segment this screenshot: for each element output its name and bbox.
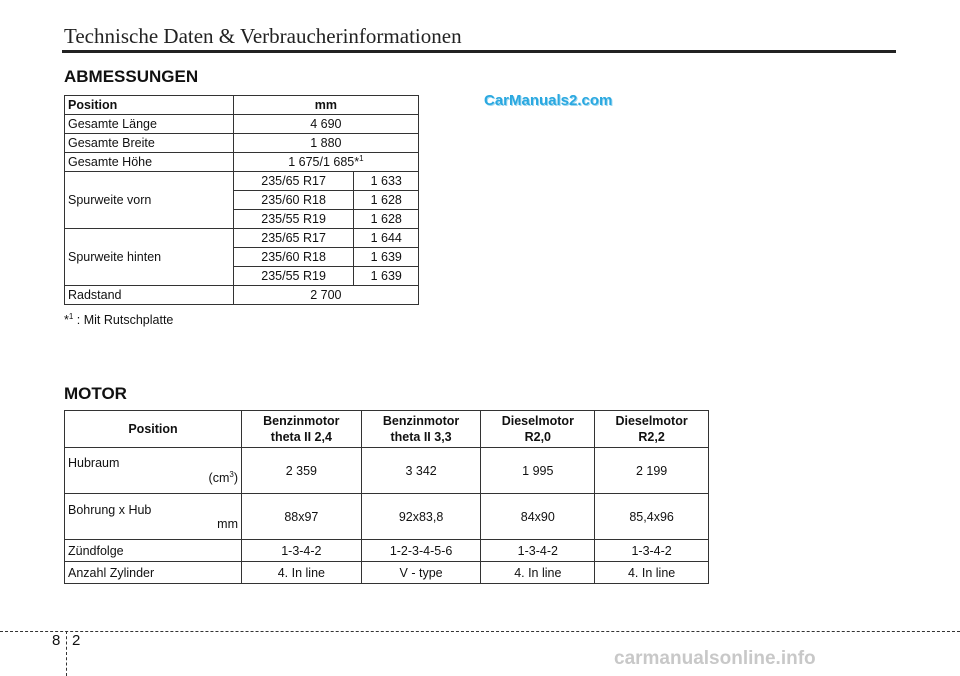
motor-header-col: Dieselmotor R2,2 xyxy=(595,411,709,448)
motor-cell: 1-3-4-2 xyxy=(242,540,362,562)
motor-header-position: Position xyxy=(65,411,242,448)
motor-cell: 84x90 xyxy=(481,494,595,540)
row-value: 2 700 xyxy=(233,286,418,305)
row-label: Spurweite hinten xyxy=(65,229,234,286)
tire-size: 235/55 R19 xyxy=(233,267,354,286)
footnote: *$^1$ : Mit Rutschplatte xyxy=(64,312,174,328)
section-title-motor: MOTOR xyxy=(64,384,127,403)
page-number: 2 xyxy=(72,632,81,649)
row-label: Gesamte Höhe xyxy=(65,153,234,172)
row-value: 1 644 xyxy=(354,229,419,248)
tire-size: 235/60 R18 xyxy=(233,191,354,210)
tire-size: 235/55 R19 xyxy=(233,210,354,229)
motor-cell: 2 199 xyxy=(595,448,709,494)
tire-size: 235/60 R18 xyxy=(233,248,354,267)
row-value: 1 675/1 685*$^1$ xyxy=(233,153,418,172)
motor-cell: V - type xyxy=(361,562,481,584)
motor-header-col: Benzinmotor theta II 2,4 xyxy=(242,411,362,448)
motor-cell: 4. In line xyxy=(481,562,595,584)
motor-cell: 4. In line xyxy=(242,562,362,584)
motor-row-label: Zündfolge xyxy=(65,540,242,562)
motor-cell: 85,4x96 xyxy=(595,494,709,540)
row-label: Gesamte Länge xyxy=(65,115,234,134)
row-label: Gesamte Breite xyxy=(65,134,234,153)
motor-row-label: Anzahl Zylinder xyxy=(65,562,242,584)
tire-size: 235/65 R17 xyxy=(233,229,354,248)
row-label: Spurweite vorn xyxy=(65,172,234,229)
motor-cell: 1-2-3-4-5-6 xyxy=(361,540,481,562)
row-value: 1 633 xyxy=(354,172,419,191)
motor-header-col: Dieselmotor R2,0 xyxy=(481,411,595,448)
row-value: 1 628 xyxy=(354,210,419,229)
dimensions-table xyxy=(64,95,419,305)
motor-header-col: Benzinmotor theta II 3,3 xyxy=(361,411,481,448)
section-title-abmessungen: ABMESSUNGEN xyxy=(64,67,199,86)
motor-cell: 1 995 xyxy=(481,448,595,494)
page-number-divider xyxy=(66,631,67,676)
motor-row-label: Hubraum $(cm^3)$ xyxy=(65,448,242,494)
row-label: Radstand xyxy=(65,286,234,305)
row-value: 1 639 xyxy=(354,267,419,286)
row-value: 1 628 xyxy=(354,191,419,210)
motor-cell: 92x83,8 xyxy=(361,494,481,540)
page-section-number: 8 xyxy=(52,632,61,649)
page-header-title: Technische Daten & Verbraucherinformationen xyxy=(64,24,462,48)
row-value: 4 690 xyxy=(233,115,418,134)
row-value: 1 639 xyxy=(354,248,419,267)
motor-cell: 1-3-4-2 xyxy=(481,540,595,562)
motor-cell: 2 359 xyxy=(242,448,362,494)
motor-cell: 4. In line xyxy=(595,562,709,584)
watermark-carmanualsonline[interactable]: carmanualsonline.info xyxy=(614,648,816,669)
motor-cell: 1-3-4-2 xyxy=(595,540,709,562)
tire-size: 235/65 R17 xyxy=(233,172,354,191)
watermark-carmanuals[interactable]: CarManuals2.com xyxy=(484,92,613,109)
motor-cell: 3 342 xyxy=(361,448,481,494)
motor-cell: 88x97 xyxy=(242,494,362,540)
page-footer-rule xyxy=(0,631,960,632)
motor-table xyxy=(64,410,709,584)
header-position: Position xyxy=(65,96,234,115)
motor-row-label: Bohrung x Hub mm xyxy=(65,494,242,540)
row-value: 1 880 xyxy=(233,134,418,153)
header-mm: mm xyxy=(233,96,418,115)
header-rule xyxy=(62,50,896,53)
